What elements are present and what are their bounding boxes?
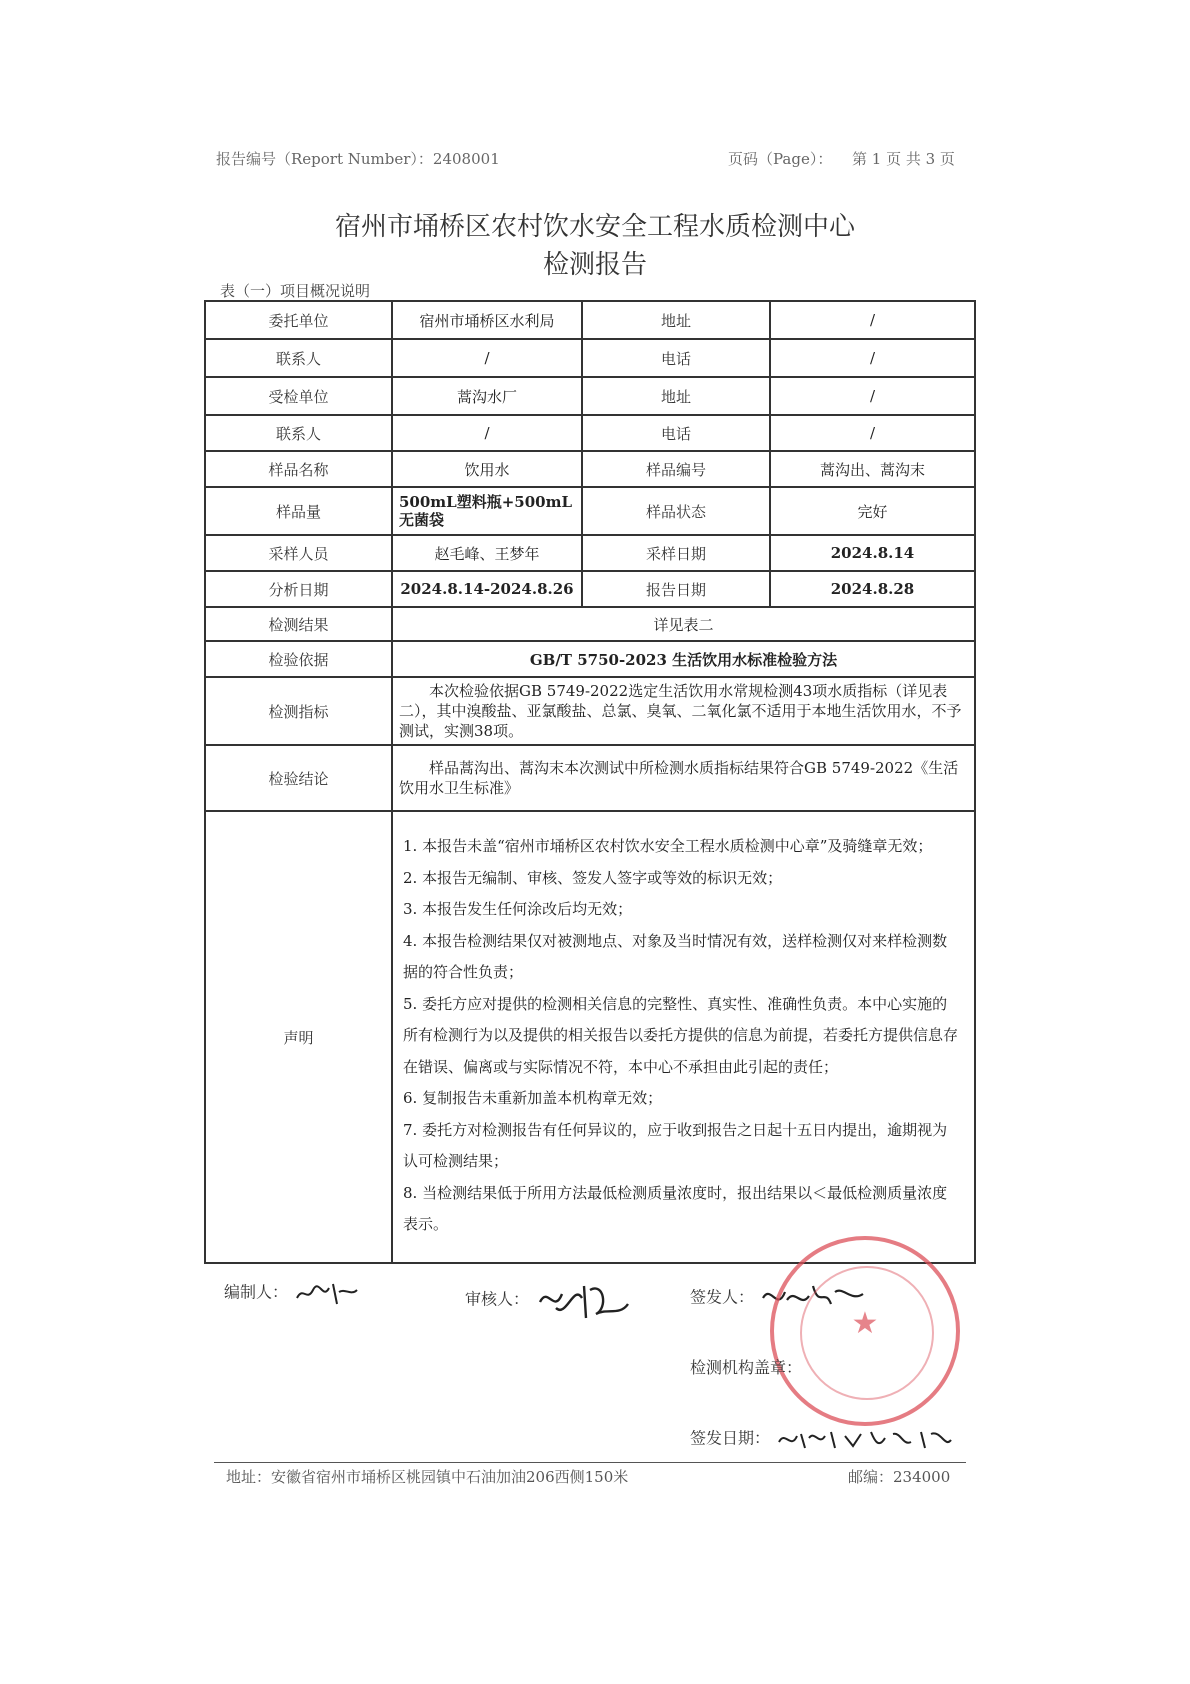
sample-quantity-label: 样品量 [205, 487, 392, 535]
reviewer-signature [465, 1278, 634, 1322]
client-contact-value: / [392, 339, 582, 377]
center-name-title: 宿州市埇桥区农村饮水安全工程水质检测中心 [334, 212, 855, 242]
inspected-contact-value: / [392, 415, 582, 451]
inspected-address-label: 地址 [582, 377, 770, 415]
project-overview-table [204, 300, 976, 1264]
issue-date-label: 签发日期： [690, 1428, 771, 1448]
client-value: 宿州市埇桥区水利局 [392, 301, 582, 339]
inspected-phone-value: / [770, 415, 975, 451]
inspected-unit-value: 蒿沟水厂 [392, 377, 582, 415]
page-number: 第 1 页 共 3 页 [852, 150, 955, 168]
footer-postcode: 邮编：234000 [848, 1468, 951, 1486]
sampler-label: 采样人员 [205, 535, 392, 571]
conclusion-label: 检验结论 [205, 745, 392, 811]
sample-number-value: 蒿沟出、蒿沟末 [770, 451, 975, 487]
statement-item: 6. 复制报告未重新加盖本机构章无效； [403, 1089, 663, 1108]
statement-item: 4. 本报告检测结果仅对被测地点、对象及当时情况有效，送样检测仅对来样检测数据的符合性负责； [403, 931, 948, 982]
statement-item: 2. 本报告无编制、审核、签发人签字或等效的标识无效； [403, 868, 783, 887]
compiler-label: 编制人： [224, 1282, 289, 1302]
client-address-value: / [770, 301, 975, 339]
seal-label: 检测机构盖章： [690, 1358, 803, 1377]
client-phone-value: / [770, 339, 975, 377]
sample-quantity-value: 500mL塑料瓶+500mL无菌袋 [392, 487, 582, 535]
report-number: 报告编号（Report Number）：2408001 [216, 150, 500, 168]
sample-date-value: 2024.8.14 [770, 535, 975, 571]
indicator-value: 本次检验依据GB 5749-2022选定生活饮用水常规检测43项水质指标（详见表二），其中溴酸盐、亚氯酸盐、总氯、臭氧、二氧化氯不适用于本地生活饮用水，不予测试，实测38项。 [392, 677, 975, 745]
statement-item: 7. 委托方对检测报告有任何异议的，应于收到报告之日起十五日内提出，逾期视为认可检测结果； [403, 1120, 948, 1171]
basis-value: GB/T 5750-2023 生活饮用水标准检验方法 [392, 641, 975, 677]
indicator-label: 检测指标 [205, 677, 392, 745]
footer-address: 地址：安徽省宿州市埇桥区桃园镇中石油加油206西侧150米 [226, 1468, 629, 1486]
reviewer-label: 审核人： [465, 1289, 530, 1309]
conclusion-value: 样品蒿沟出、蒿沟末本次测试中所检测水质指标结果符合GB 5749-2022《生活饮用水卫生标准》 [392, 745, 975, 811]
footer-divider [214, 1462, 966, 1463]
statement-label: 声明 [205, 811, 392, 1263]
sampler-value: 赵毛峰、王梦年 [392, 535, 582, 571]
statement-item: 1. 本报告未盖“宿州市埇桥区农村饮水安全工程水质检测中心章”及骑缝章无效； [403, 837, 933, 856]
report-date-value: 2024.8.28 [770, 571, 975, 607]
inspected-address-value: / [770, 377, 975, 415]
compiler-signature [224, 1278, 363, 1308]
sample-number-label: 样品编号 [582, 451, 770, 487]
basis-label: 检验依据 [205, 641, 392, 677]
sample-state-label: 样品状态 [582, 487, 770, 535]
client-label: 委托单位 [205, 301, 392, 339]
report-date-label: 报告日期 [582, 571, 770, 607]
sample-date-label: 采样日期 [582, 535, 770, 571]
inspected-contact-label: 联系人 [205, 415, 392, 451]
statement-item: 3. 本报告发生任何涂改后均无效； [403, 900, 633, 919]
official-seal [770, 1236, 960, 1426]
table-caption: 表（一）项目概况说明 [220, 282, 371, 300]
sample-name-value: 饮用水 [392, 451, 582, 487]
statement-item: 5. 委托方应对提供的检测相关信息的完整性、真实性、准确性负责。本中心实施的所有检测行为以及提供的相关报告以委托方提供的信息为前提，若委托方提供信息存在错误、偏离或与实际情况不符，本中心不承担由此引起的责任； [403, 994, 959, 1076]
client-phone-label: 电话 [582, 339, 770, 377]
seal-star-icon: ★ [851, 1306, 879, 1341]
analysis-date-label: 分析日期 [205, 571, 392, 607]
result-value: 详见表二 [392, 607, 975, 641]
reviewer-handwritten-signature [534, 1278, 634, 1322]
report-title: 检测报告 [542, 250, 647, 280]
statement-item: 8. 当检测结果低于所用方法最低检测质量浓度时，报出结果以＜最低检测质量浓度表示。 [403, 1183, 948, 1234]
result-label: 检测结果 [205, 607, 392, 641]
issue-date [690, 1424, 955, 1454]
inspected-phone-label: 电话 [582, 415, 770, 451]
statement-list [393, 823, 974, 1251]
page-label: 页码（Page）： [728, 150, 833, 168]
client-contact-label: 联系人 [205, 339, 392, 377]
sample-state-value: 完好 [770, 487, 975, 535]
sample-name-label: 样品名称 [205, 451, 392, 487]
statement-cell [392, 811, 975, 1263]
issuer-label: 签发人： [690, 1287, 755, 1307]
issue-date-handwritten [775, 1424, 955, 1454]
inspected-unit-label: 受检单位 [205, 377, 392, 415]
analysis-date-value: 2024.8.14-2024.8.26 [392, 571, 582, 607]
client-address-label: 地址 [582, 301, 770, 339]
compiler-handwritten-signature [293, 1278, 363, 1308]
